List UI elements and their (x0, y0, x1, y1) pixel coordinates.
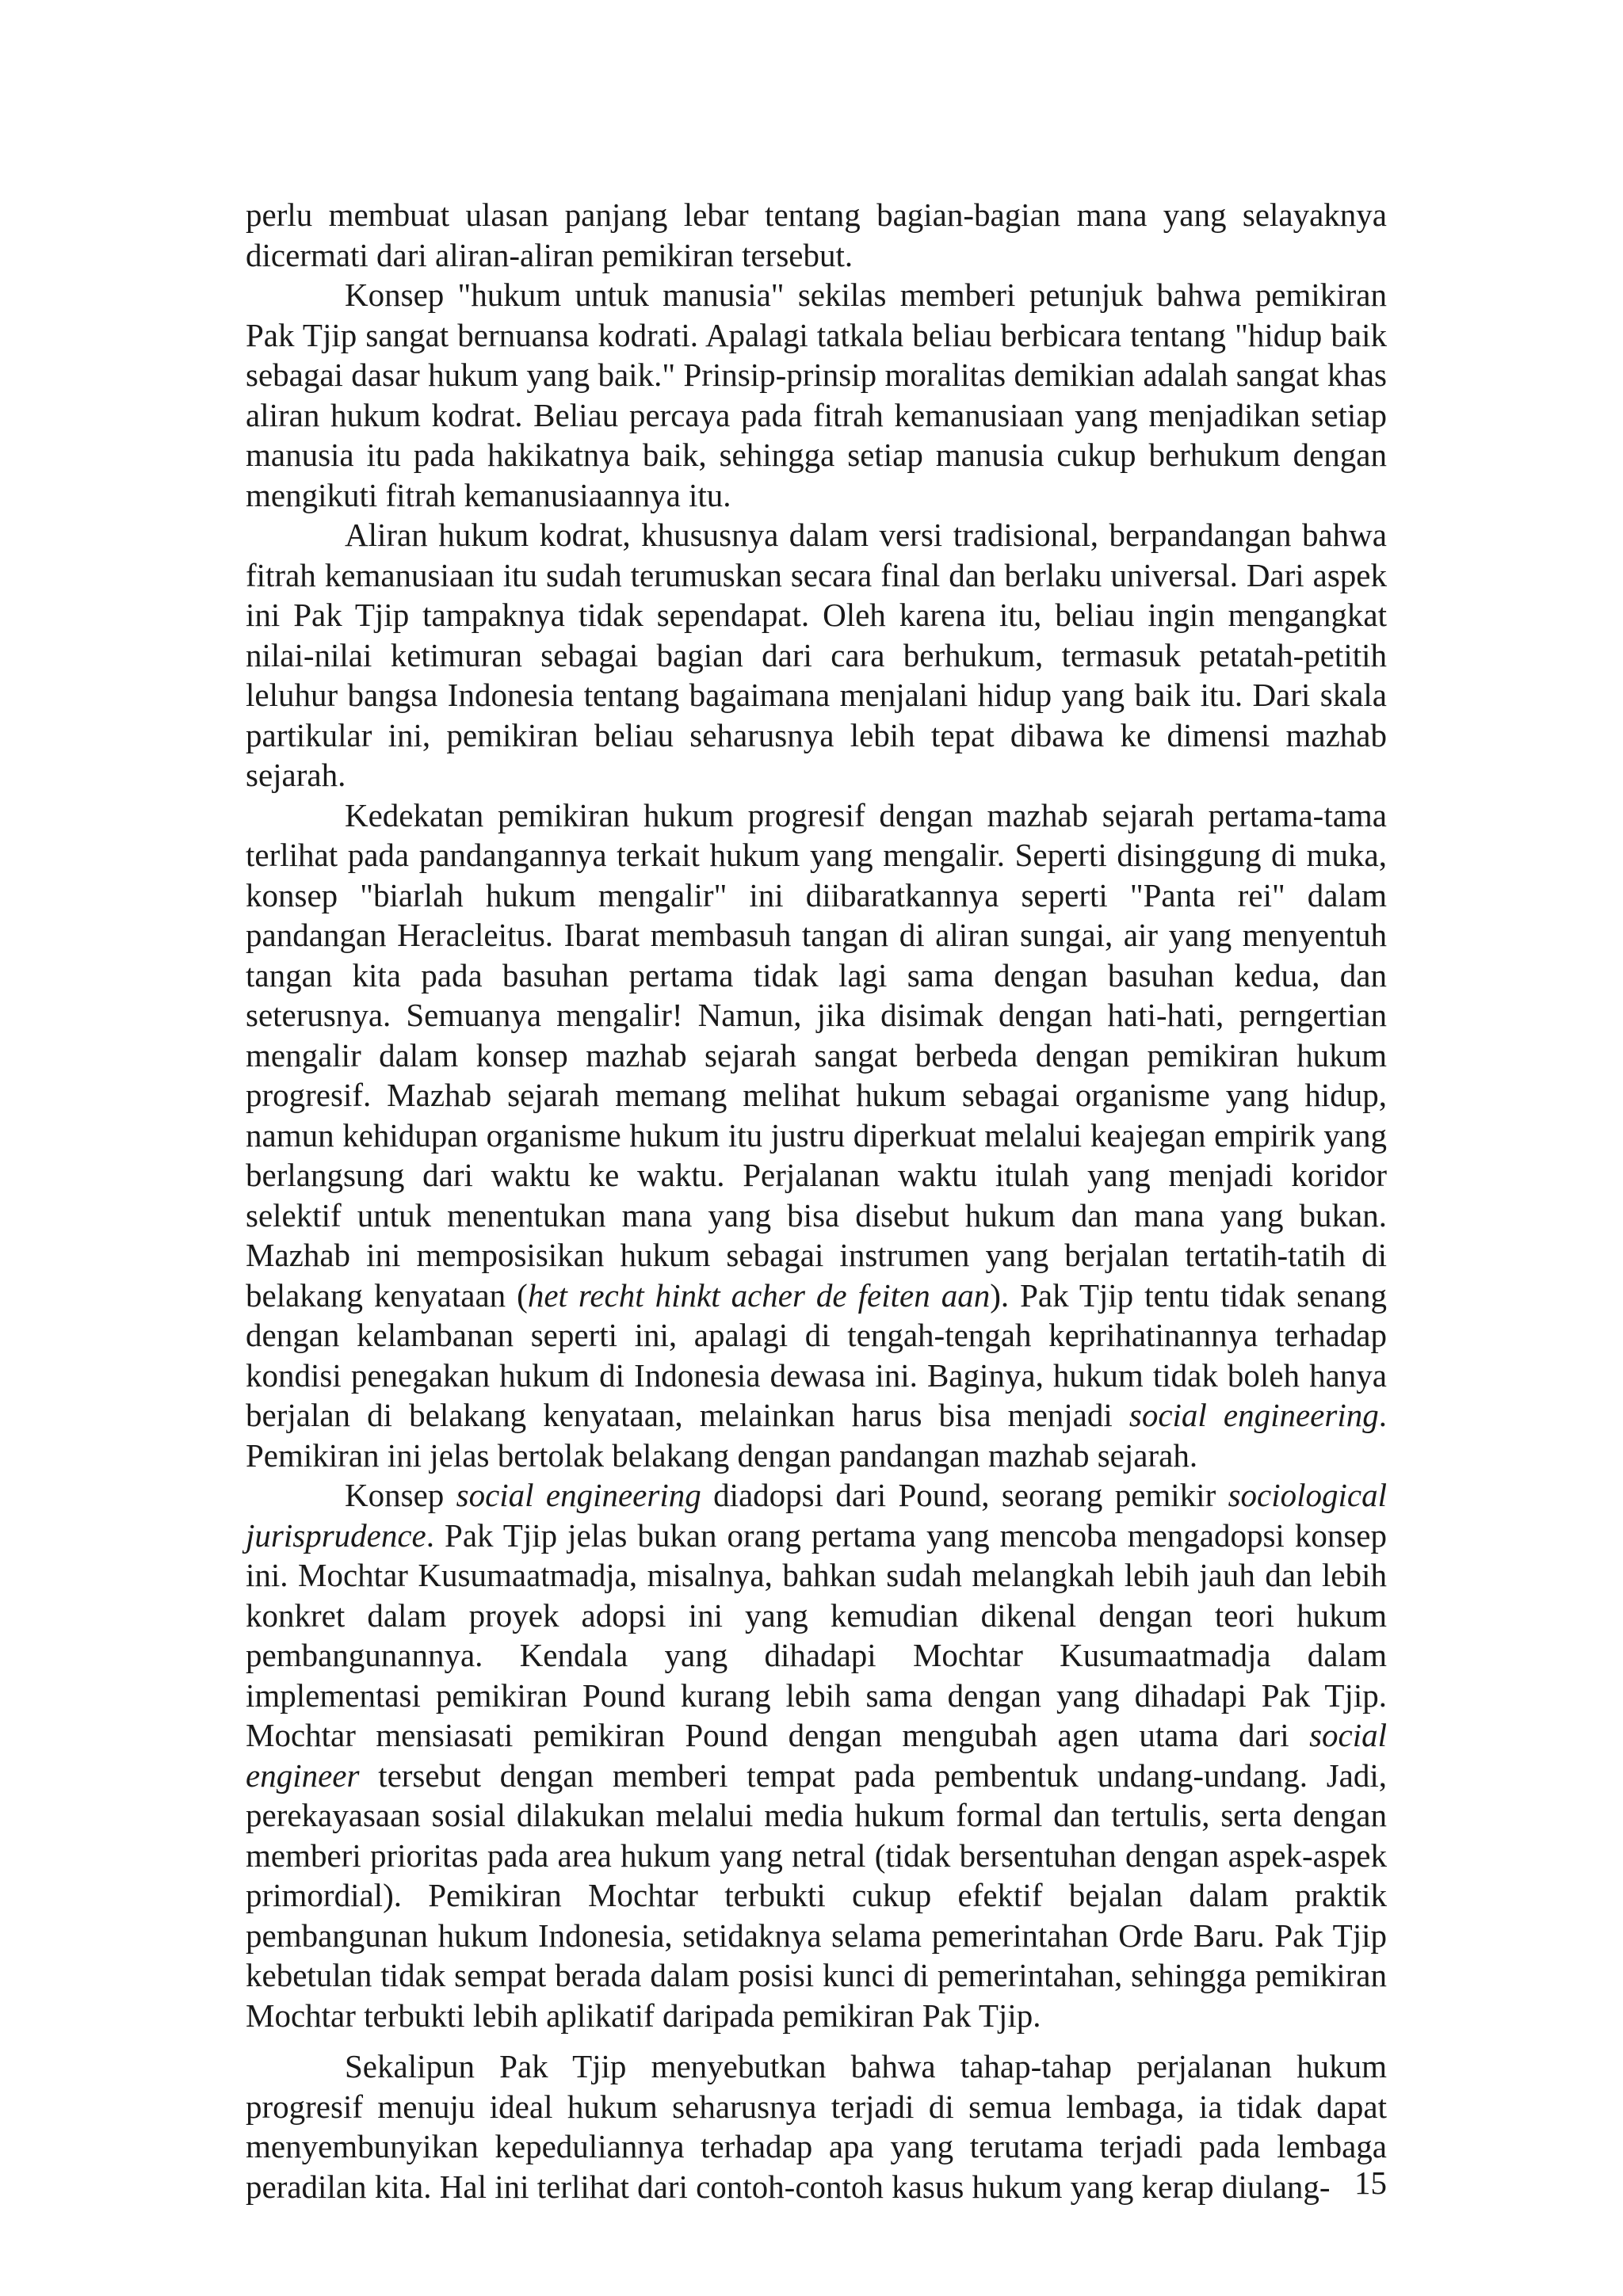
paragraph-6 (246, 2046, 1387, 2206)
paragraph-5-text-a: Konsep (345, 1477, 456, 1513)
paragraph-5-text-d: tersebut dengan memberi tempat pada pembentuk undang-undang. Jadi, perekayasaan sosial dilakukan melalui media hukum formal dan tertulis, serta dengan memberi prioritas pada area hukum yang netral (tidak bersentuhan dengan aspek-aspek primordial). Pemikiran Mochtar terbukti cukup efektif bejalan dalam praktik pembangunan hukum Indonesia, setidaknya selama pemerintahan Orde Baru. Pak Tjip kebetulan tidak sempat berada dalam posisi kunci di pemerintahan, sehingga pemikiran Mochtar terbukti lebih aplikatif daripada pemikiran Pak Tjip. (246, 1756, 1387, 2034)
paragraph-4 (246, 795, 1387, 1476)
paragraph-2 (246, 275, 1387, 515)
paragraph-5-text-b: diadopsi dari Pound, seorang pemikir (701, 1477, 1228, 1513)
paragraph-4-italic-dutch-phrase: het recht hinkt acher de feiten aan (527, 1276, 991, 1314)
paragraph-4-italic-social-engineering: social engineering (1128, 1397, 1379, 1433)
paragraph-6-text: Sekalipun Pak Tjip menyebutkan bahwa tahap-tahap perjalanan hukum progresif menuju ideal hukum seharusnya terjadi di semua lembaga, ia tidak dapat menyembunyikan kepeduliannya terhadap apa yang terutama terjadi pada lembaga peradilan kita. Hal ini terlihat dari contoh-contoh kasus hukum yang kerap diulang- (246, 2048, 1387, 2205)
paragraph-5-italic-social-engineer: social engineer (246, 1717, 1387, 1794)
paragraph-5-italic-social-engineering: social engineering (456, 1477, 701, 1513)
paragraph-3-text: Aliran hukum kodrat, khususnya dalam versi tradisional, berpandangan bahwa fitrah kemanusiaan itu sudah terumuskan secara final dan berlaku universal. Dari aspek ini Pak Tjip tampaknya tidak sependapat. Oleh karena itu, beliau ingin mengangkat nilai-nilai ketimuran sebagai bagian dari cara berhukum, termasuk petatah-petitih leluhur bangsa Indonesia tentang bagaimana menjalani hidup yang baik itu. Dari skala partikular ini, pemikiran beliau seharusnya lebih tepat dibawa ke dimensi mazhab sejarah. (246, 517, 1387, 793)
paragraph-5-italic-sociological-jurisprudence: sociological jurisprudence (246, 1477, 1387, 1554)
paragraph-1-text: perlu membuat ulasan panjang lebar tentang bagian-bagian mana yang selayaknya dicermati dari aliran-aliran pemikiran tersebut. (246, 196, 1387, 273)
paragraph-2-text: Konsep "hukum untuk manusia" sekilas memberi petunjuk bahwa pemikiran Pak Tjip sangat bernuansa kodrati. Apalagi tatkala beliau berbicara tentang "hidup baik sebagai dasar hukum yang baik." Prinsip-prinsip moralitas demikian adalah sangat khas aliran hukum kodrat. Beliau percaya pada fitrah kemanusiaan yang menjadikan setiap manusia itu pada hakikatnya baik, sehingga setiap manusia cukup berhukum dengan mengikuti fitrah kemanusiaannya itu. (246, 277, 1387, 513)
body-text (246, 195, 1387, 2206)
paragraph-4-text-a: Kedekatan pemikiran hukum progresif dengan mazhab sejarah pertama-tama terlihat pada pandangannya terkait hukum yang mengalir. Seperti disinggung di muka, konsep "biarlah hukum mengalir" ini diibaratkannya seperti "Panta rei" dalam pandangan Heracleitus. Ibarat membasuh tangan di aliran sungai, air yang menyentuh tangan kita pada basuhan pertama tidak lagi sama dengan basuhan kedua, dan seterusnya. Semuanya mengalir! Namun, jika disimak dengan hati-hati, perngertian mengalir dalam konsep mazhab sejarah sangat berbeda dengan pemikiran hukum progresif. Mazhab sejarah memang melihat hukum sebagai organisme yang hidup, namun kehidupan organisme hukum itu justru diperkuat melalui keajegan empirik yang berlangsung dari waktu ke waktu. Perjalanan waktu itulah yang menjadi koridor selektif untuk menentukan mana yang bisa disebut hukum dan mana yang bukan. Mazhab ini memposisikan hukum sebagai instrumen yang berjalan tertatih-tatih di belakang kenyataan ( (246, 796, 1387, 1314)
paragraph-1 (246, 195, 1387, 275)
page-number: 15 (1354, 2164, 1387, 2201)
paragraph-4-text-b: ). Pak Tjip tentu tidak senang dengan kelambanan seperti ini, apalagi di tengah-tengah keprihatinannya terhadap kondisi penegakan hukum di Indonesia dewasa ini. Baginya, hukum tidak boleh hanya berjalan di belakang kenyataan, melainkan harus bisa menjadi (246, 1276, 1387, 1433)
paragraph-4-text-c: . Pemikiran ini jelas bertolak belakang dengan pandangan mazhab sejarah. (246, 1397, 1387, 1474)
paragraph-3 (246, 515, 1387, 795)
paragraph-5 (246, 1475, 1387, 2035)
paragraph-5-text-c: . Pak Tjip jelas bukan orang pertama yang mencoba mengadopsi konsep ini. Mochtar Kusumaatmadja, misalnya, bahkan sudah melangkah lebih jauh dan lebih konkret dalam proyek adopsi ini yang kemudian dikenal dengan teori hukum pembangunannya. Kendala yang dihadapi Mochtar Kusumaatmadja dalam implementasi pemikiran Pound kurang lebih sama dengan yang dihadapi Pak Tjip. Mochtar mensiasati pemikiran Pound dengan mengubah agen utama dari (246, 1516, 1387, 1753)
